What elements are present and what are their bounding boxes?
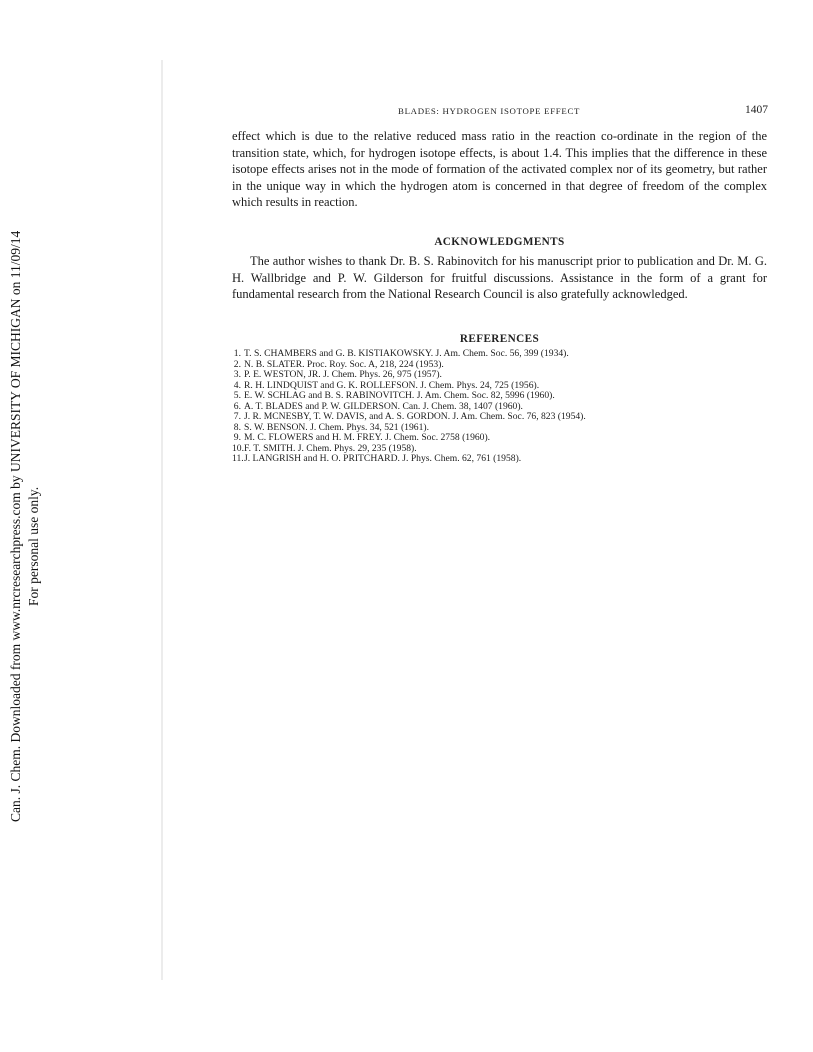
- references-heading: REFERENCES: [459, 333, 540, 345]
- reference-text: R. H. LINDQUIST and G. K. ROLLEFSON. J. Chem. Phys. 24, 725 (1956).: [244, 379, 540, 391]
- reference-text: J. LANGRISH and H. O. PRITCHARD. J. Phys. Chem. 62, 761 (1958).: [244, 453, 522, 465]
- reference-number: 10.: [232, 442, 244, 454]
- reference-text: A. T. BLADES and P. W. GILDERSON. Can. J. Chem. 38, 1407 (1960).: [244, 400, 523, 412]
- reference-number: 8.: [233, 421, 241, 433]
- reference-text: T. S. CHAMBERS and G. B. KISTIAKOWSKY. J. Am. Chem. Soc. 56, 399 (1934).: [244, 348, 569, 359]
- page-number: 1407: [745, 104, 768, 116]
- reference-number: 11.: [232, 453, 244, 465]
- reference-text: E. W. SCHLAG and B. S. RABINOVITCH. J. Am. Chem. Soc. 82, 5996 (1960).: [244, 390, 555, 402]
- page-fold-line: [161, 60, 163, 980]
- running-title: BLADES: HYDROGEN ISOTOPE EFFECT: [398, 106, 581, 116]
- reference-number: 7.: [233, 411, 241, 423]
- reference-number: 6.: [233, 400, 241, 412]
- reference-number: 1.: [233, 348, 241, 359]
- reference-text: F. T. SMITH. J. Chem. Phys. 29, 235 (1958).: [244, 442, 417, 454]
- reference-text: P. E. WESTON, JR. J. Chem. Phys. 26, 975 (1957).: [244, 369, 442, 381]
- acknowledgments-heading: ACKNOWLEDGMENTS: [434, 236, 565, 248]
- download-stamp: [0, 0, 40, 1052]
- running-head: [232, 104, 768, 120]
- reference-number: 5.: [233, 390, 241, 402]
- acknowledgments-paragraph: The author wishes to thank Dr. B. S. Rabinovitch for his manuscript prior to publication and Dr. M. G. H. Wallbridge and P. W. Gilderson for fruitful discussions. Assistance in the form of a grant for fundamental research from the National Research Council is also gratefully acknowledged.: [232, 254, 767, 302]
- download-stamp-line: Can. J. Chem. Downloaded from www.nrcresearchpress.com by UNIVERSITY OF MICHIGAN on 11/09/14: [8, 230, 23, 822]
- personal-use-line: For personal use only.: [26, 486, 41, 606]
- reference-text: J. R. MCNESBY, T. W. DAVIS, and A. S. GORDON. J. Am. Chem. Soc. 76, 823 (1954).: [244, 411, 586, 423]
- body-paragraph: effect which is due to the relative reduced mass ratio in the reaction co-ordinate in the region of the transition state, which, for hydrogen isotope effects, is about 1.4. This implies that the difference in these isotope effects arises not in the mode of formation of the activated complex nor of its geometry, but rather in the unique way in which the hydrogen atom is concerned in that degree of freedom of the complex which results in reaction.: [232, 129, 767, 210]
- reference-number: 4.: [233, 379, 241, 391]
- reference-text: S. W. BENSON. J. Chem. Phys. 34, 521 (1961).: [244, 421, 429, 433]
- reference-text: M. C. FLOWERS and H. M. FREY. J. Chem. Soc. 2758 (1960).: [244, 432, 491, 444]
- reference-text: N. B. SLATER. Proc. Roy. Soc. A, 218, 224 (1953).: [244, 358, 444, 370]
- reference-number: 3.: [233, 369, 241, 381]
- reference-item: [232, 454, 767, 465]
- reference-list: [232, 349, 767, 465]
- reference-number: 9.: [233, 432, 241, 444]
- reference-number: 2.: [233, 358, 241, 370]
